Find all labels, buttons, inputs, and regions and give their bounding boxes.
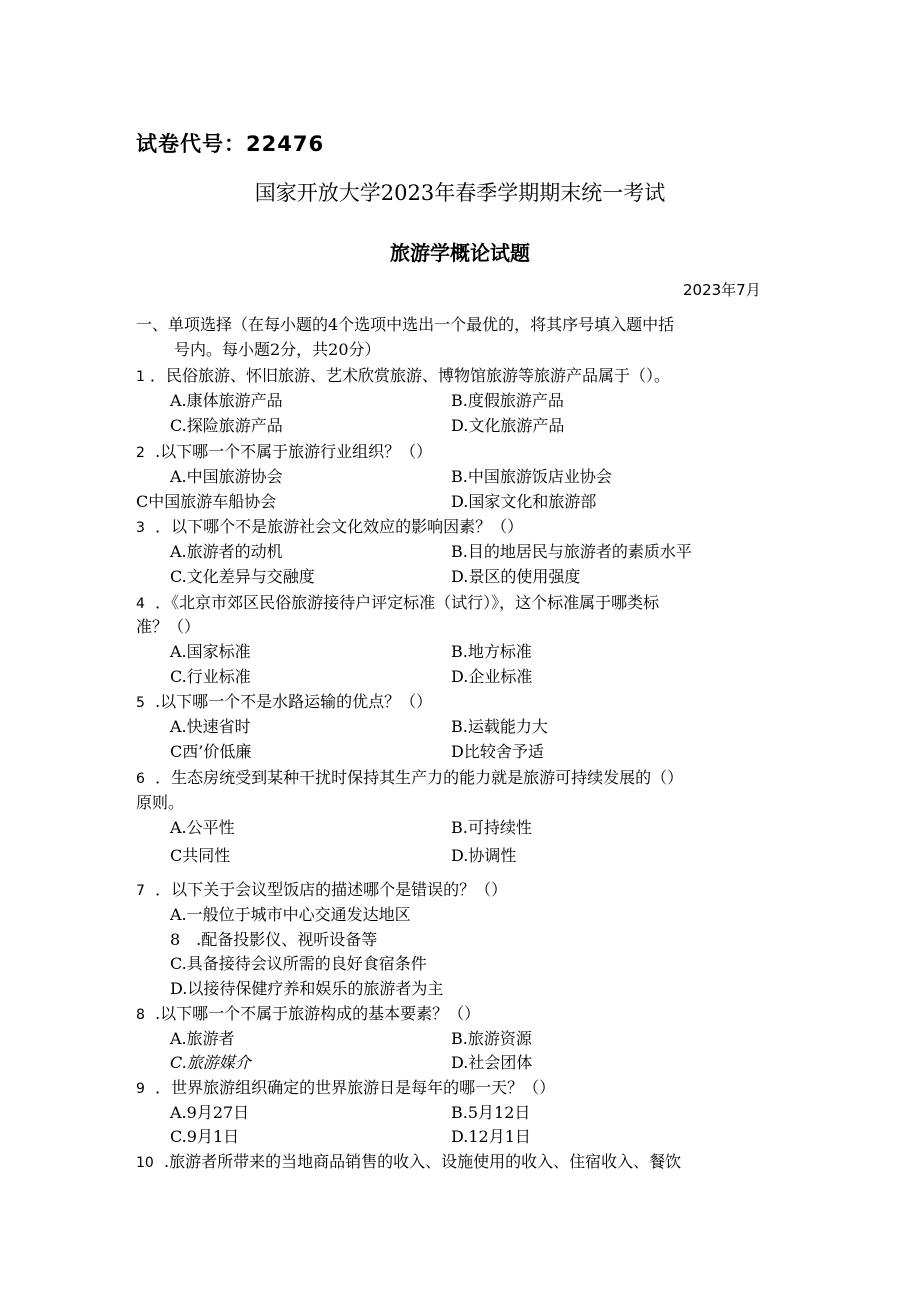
question-number: 3 [136,520,145,536]
option-a: A.中国旅游协会 [170,467,283,486]
question-number: 2 [136,445,145,461]
question-text: ．以下关于会议型饭店的描述哪个是错误的？（） [155,880,508,899]
question-5 [136,689,432,712]
option-c: C中国旅游车船协会 [136,492,277,511]
option-c: C.探险旅游产品 [170,416,283,435]
question-text: ．《北京市郊区民俗旅游接待户评定标准（试行）》，这个标准属于哪类标 [155,593,660,612]
option-d: D比较舍予适 [451,742,544,761]
question-6-continued: 原则。 [136,793,185,812]
paper-title: 旅游学概论试题 [390,241,530,265]
option-d: D.社会团体 [451,1053,533,1072]
question-8 [136,1001,480,1024]
question-text: ．民俗旅游、怀旧旅游、艺术欣赏旅游、博物馆旅游等旅游产品属于（）。 [150,366,671,385]
option-b: B.运载能力大 [451,717,548,736]
question-2 [136,439,432,462]
question-number: 1 [136,369,145,385]
question-9 [136,1075,555,1098]
option-a: A.国家标准 [170,642,251,661]
option-b: B.可持续性 [451,818,532,837]
option-a: A.9月27日 [170,1103,250,1122]
option-c: C.9月1日 [170,1127,240,1146]
option-d: D.国家文化和旅游部 [451,492,597,511]
question-text: .旅游者所带来的当地商品销售的收入、设施使用的收入、住宿收入、餐饮 [164,1152,682,1171]
question-1 [136,363,670,386]
question-text: ．生态房统受到某种干扰时保持其生产力的能力就是旅游可持续发展的（） [155,768,684,787]
option-a: A.一般位于城市中心交通发达地区 [170,905,411,924]
option-c: C.旅游媒介 [170,1053,251,1072]
question-text: .以下哪一个不是水路运输的优点？（） [155,692,433,711]
question-number: 7 [136,883,145,899]
option-b: B.5月12日 [451,1103,531,1122]
option-b: B.地方标准 [451,642,532,661]
option-c: C西’价低廉 [170,742,252,761]
option-d: D.企业标准 [451,667,533,686]
section-instructions: 号内。每小题2分，共20分） [174,340,381,359]
option-d: D.以接待保健疗养和娱乐的旅游者为主 [170,979,444,998]
option-d: D.协调性 [451,846,517,865]
option-b: B.旅游资源 [451,1029,532,1048]
option-a: A.旅游者 [170,1029,235,1048]
question-text: .以下哪一个不属于旅游行业组织？（） [155,442,433,461]
question-text: ．世界旅游组织确定的世界旅游日是每年的哪一天？（） [155,1078,556,1097]
option-a: A.康体旅游产品 [170,391,283,410]
section-heading: 一、单项选择（在每小题的4个选项中选出一个最优的，将其序号填入题中括 [136,315,675,334]
question-7 [136,877,507,900]
question-10 [136,1149,681,1172]
exam-heading: 国家开放大学2023年春季学期期末统一考试 [254,181,666,205]
option-a: A.快速省时 [170,717,251,736]
option-c: C.具备接待会议所需的良好食宿条件 [170,954,427,973]
question-number: 9 [136,1081,145,1097]
paper-code: 试卷代号：22476 [136,132,325,156]
option-b: 8 .配备投影仪、视听设备等 [170,930,378,949]
option-c: C.行业标准 [170,667,251,686]
question-text: .以下哪一个不属于旅游构成的基本要素？（） [155,1004,481,1023]
option-b: B.目的地居民与旅游者的素质水平 [451,542,692,561]
option-b: B.度假旅游产品 [451,391,564,410]
option-a: A.旅游者的动机 [170,542,283,561]
option-d: D.景区的使用强度 [451,567,581,586]
question-number: 4 [136,596,145,612]
option-c: C共同性 [170,846,231,865]
question-4 [136,590,659,613]
question-number: 10 [136,1155,154,1171]
option-c: C.文化差异与交融度 [170,567,315,586]
option-d: D.12月1日 [451,1127,531,1146]
question-4-continued: 准？（） [136,617,201,636]
question-6 [136,765,683,788]
question-text: ．以下哪个不是旅游社会文化效应的影响因素？（） [155,517,524,536]
question-number: 5 [136,695,145,711]
exam-date: 2023年7月 [683,281,761,299]
question-number: 8 [136,1007,145,1023]
option-d: D.文化旅游产品 [451,416,565,435]
question-3 [136,514,523,537]
question-number: 6 [136,771,145,787]
option-b: B.中国旅游饭店业协会 [451,467,612,486]
option-a: A.公平性 [170,818,235,837]
